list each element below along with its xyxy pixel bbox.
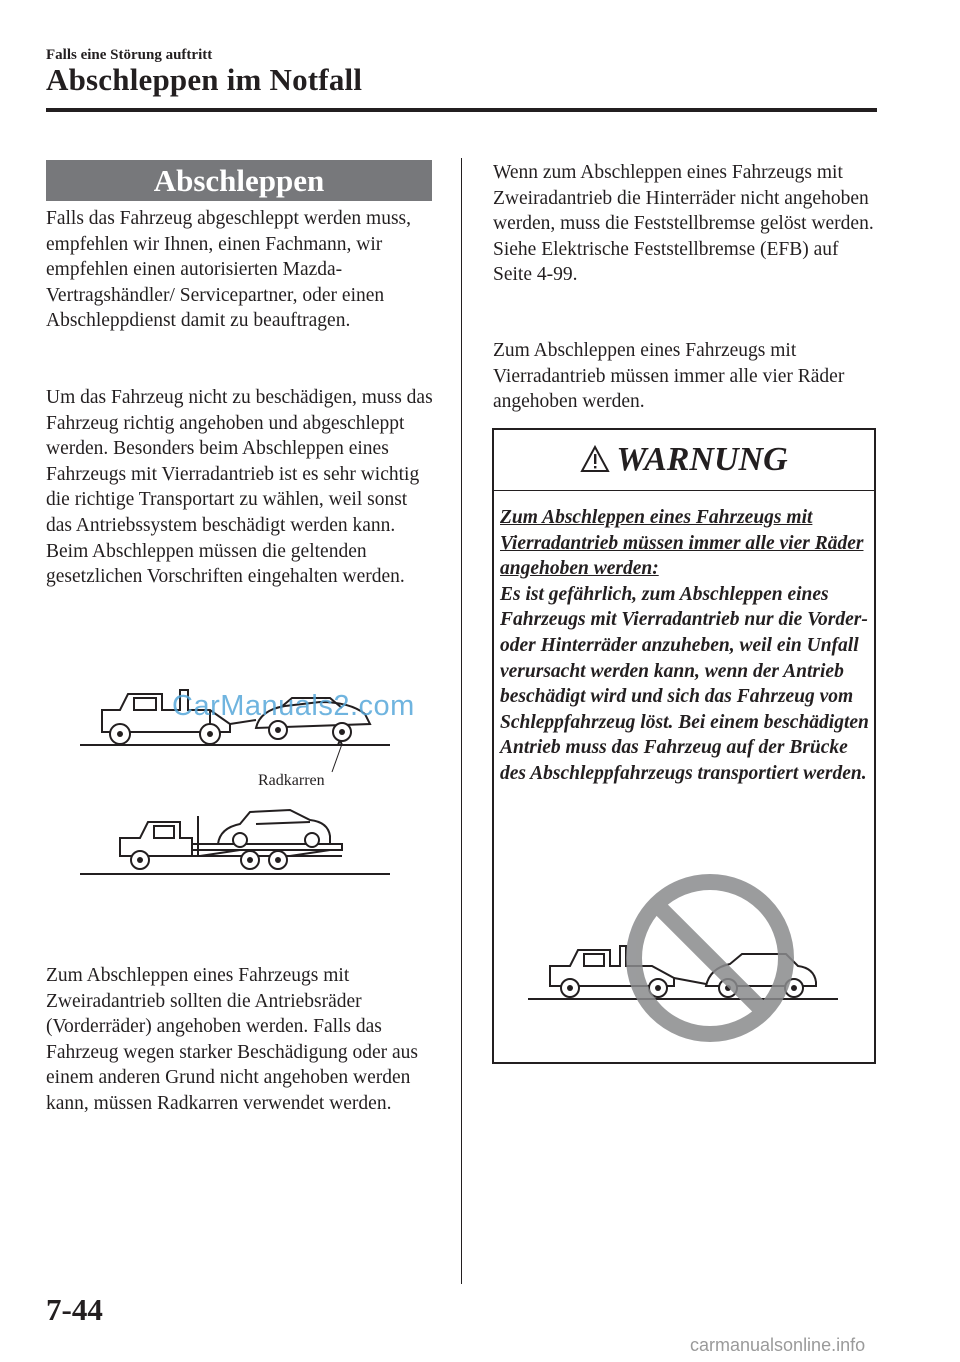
- left-paragraph-2: Um das Fahrzeug nicht zu beschädigen, muss das Fahrzeug richtig angehoben und abgeschleppt werden. Besonders beim Abschleppen eines Fahrzeugs mit Vierradantrieb ist es sehr wichtig die richtige Transportart zu wählen, weil sonst das Antriebssystem beschädigt werden kann. Beim Abschleppen müssen die geltenden gesetzlichen Vorschriften eingehalten werden.: [46, 387, 433, 588]
- breadcrumb: Falls eine Störung auftritt: [46, 47, 213, 63]
- watermark-carmanuals: CarManuals2.com: [172, 690, 415, 722]
- warning-title: WARNUNG: [616, 441, 788, 478]
- right-paragraph-2: Zum Abschleppen eines Fahrzeugs mit Vierradantrieb müssen immer alle vier Räder angehoben werden.: [493, 340, 845, 413]
- warning-box: [492, 428, 876, 1064]
- left-paragraph-1: Falls das Fahrzeug abgeschleppt werden muss, empfehlen wir Ihnen, einen Fachmann, wir empfehlen einen autorisierten Mazda-Vertragshändler/ Servicepartner, oder einen Abschleppdienst damit zu beauftragen.: [46, 208, 411, 332]
- header-rule: [46, 108, 877, 112]
- left-paragraph-3: Zum Abschleppen eines Fahrzeugs mit Zweiradantrieb sollten die Antriebsräder (Vorderräder) angehoben werden. Falls das Fahrzeug wegen starker Beschädigung oder aus einem anderen Grund nicht angehoben werden kann, müssen Radkarren verwendet werden.: [46, 965, 418, 1114]
- column-divider: [461, 158, 462, 1284]
- right-paragraph-1: Wenn zum Abschleppen eines Fahrzeugs mit Zweiradantrieb die Hinterräder nicht angehoben werden, muss die Feststellbremse gelöst werden. Siehe Elektrische Feststellbremse (EFB) auf Seite 4-99.: [493, 162, 874, 286]
- flatbed-illustration: [80, 800, 400, 880]
- prohibited-tow-illustration: [524, 870, 844, 1050]
- section-heading: Abschleppen: [46, 160, 432, 201]
- warning-underlined-text: Zum Abschleppen eines Fahrzeugs mit Vierradantrieb müssen immer alle vier Räder angehoben werden:: [500, 507, 864, 580]
- warning-text: [500, 505, 870, 787]
- warning-header: [494, 430, 874, 491]
- page-title: Abschleppen im Notfall: [46, 62, 363, 97]
- figure-label-radkarren: Radkarren: [258, 772, 325, 789]
- footer-watermark: carmanualsonline.info: [690, 1335, 866, 1355]
- warning-body-text: Es ist gefährlich, zum Abschleppen eines Fahrzeugs mit Vierradantrieb nur die Vorder- oder Hinterräder anzuheben, weil ein Unfall verursacht werden kann, wenn der Antrieb beschädigt wird und sich das Fahrzeug vom Schleppfahrzeug löst. Bei einem beschädigten Antrieb muss das Fahrzeug auf der Brücke des Abschleppfahrzeugs transportiert werden.: [500, 583, 869, 784]
- page-number: 7-44: [46, 1292, 103, 1327]
- warning-triangle-icon: [580, 445, 610, 473]
